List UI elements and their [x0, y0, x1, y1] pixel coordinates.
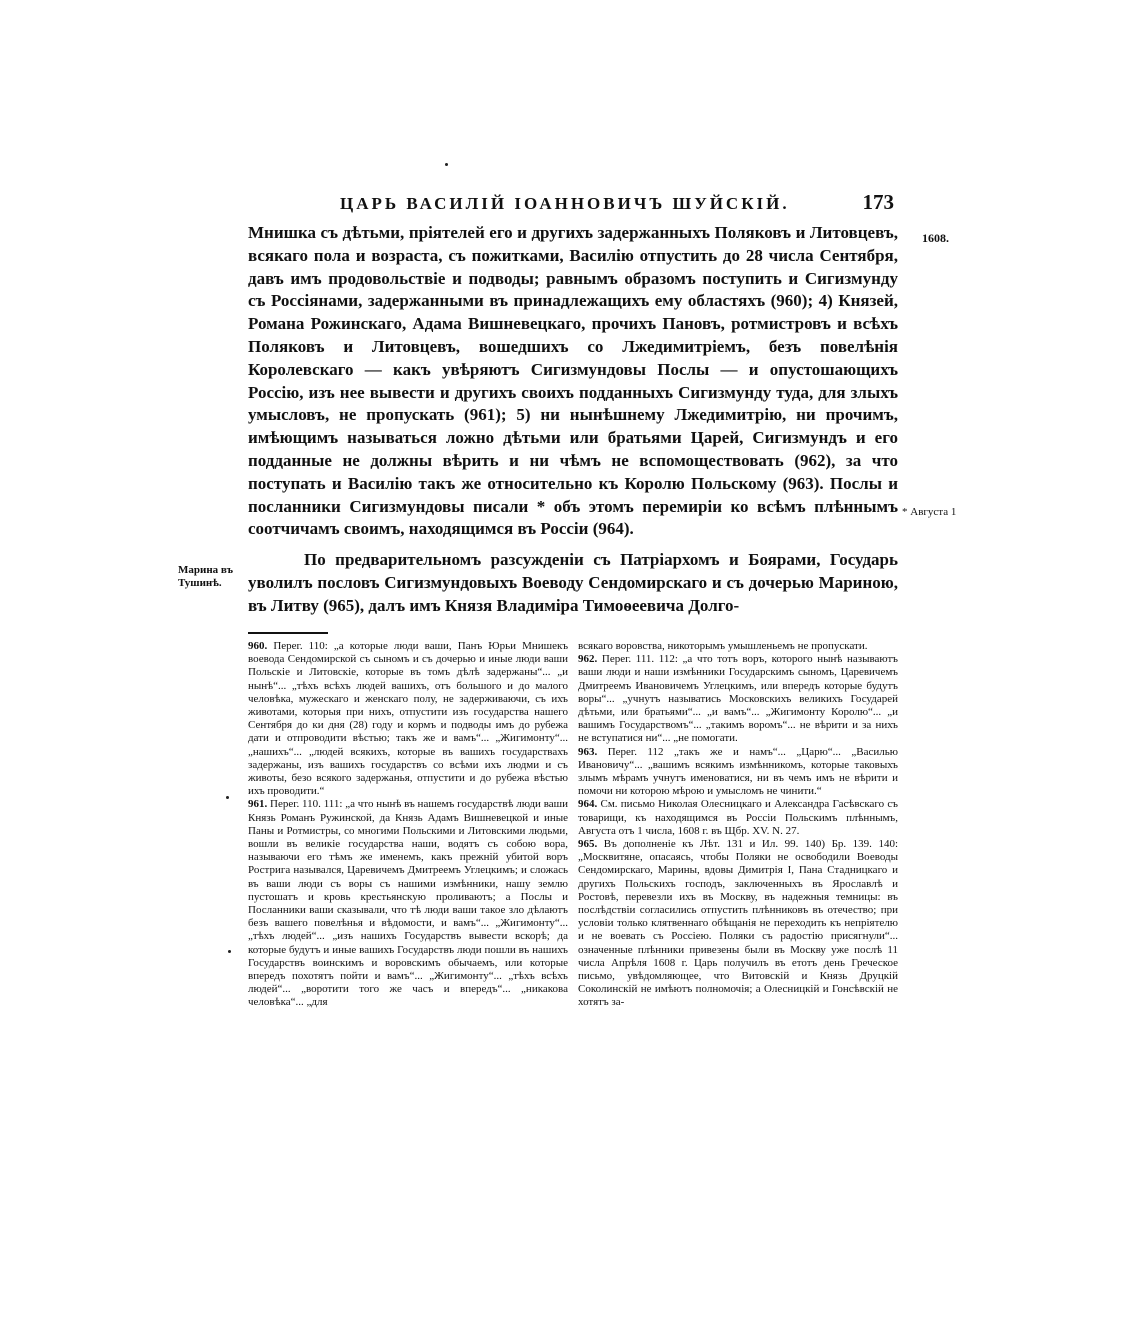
footnote-text: Перег. 111. 112: „а что тотъ воръ, которого нынѣ называютъ ваши люди и наши измѣнники Государскимъ сыномъ, Царевичемъ Дмитреемъ Ивановичемъ Углецкимъ, или впередъ которые будутъ воры“... „учнутъ называтись Московскихъ великихъ Государей дѣтьми, или братьями“... „и вамъ“... „Жигимонту Королю“... „и вашимъ Государствомъ“... „такимъ воромъ“... не вѣрити и за нихъ не вступатися ни“... „не помогати.	[578, 653, 898, 745]
margin-note-year: 1608.	[922, 231, 949, 245]
footnote-number: 963.	[578, 745, 598, 758]
footnote-960	[248, 640, 568, 798]
footnote-964	[578, 798, 898, 838]
footnote-text: всякаго воровства, никоторымъ умышленьемъ не пропускати.	[578, 640, 868, 652]
page-number: 173	[862, 190, 894, 214]
footnotes-right-column	[578, 640, 898, 1010]
scan-speck	[228, 950, 231, 953]
footnote-number: 962.	[578, 653, 598, 666]
margin-note-marina	[178, 564, 233, 590]
footnote-number: 964.	[578, 798, 598, 811]
margin-note-marina-line1: Марина въ	[178, 564, 234, 576]
main-paragraph-1: Мнишка съ дѣтьми, пріятелей его и другихъ задержанныхъ Поляковъ и Литовцевъ, всякаго пола и возраста, съ пожитками, Василію отпустить до 28 числа Сентября, давъ имъ продовольствіе и подводы; равнымъ образомъ поступить и Сигизмунду съ Россіянами, задержанными въ принадлежащихъ ему областяхъ (960); 4) Князей, Романа Рожинскаго, Адама Вишневецкаго, прочихъ Пановъ, ротмистровъ и всѣхъ Поляковъ и Литовцевъ, вошедшихъ со Лжедимитріемъ, безъ повелѣнія Королевскаго — какъ увѣряютъ Сигизмундовы Послы — и опустошающихъ Россію, изъ нее вывести и другихъ своихъ подданныхъ Сигизмунду туда, для злыхъ умысловъ, не пропускать (961); 5) ни нынѣшнему Лжедимитрію, ни прочимъ, имѣющимъ называться ложно дѣтьми или братьями Царей, Сигизмундъ и его подданные не должны вѣрить и ни чѣмъ не вспомоществовать (962), за что поступать и Василію такъ же относительно къ Королю Польскому (963). Послы и посланники Сигизмундовы писали * объ этомъ перемиріи ко всѣмъ плѣннымъ соотчичамъ своимъ, находящимся въ Россіи (964).	[248, 223, 898, 539]
footnote-text: См. письмо Николая Олесницкаго и Александра Гасѣвскаго съ товарищи, къ находящимся въ Россіи Польскимъ плѣннымъ, Августа отъ 1 числа, 1608 г. въ Щбр. XV. N. 27.	[578, 798, 898, 837]
main-text	[248, 222, 898, 618]
margin-note-marina-line2: Тушинѣ.	[178, 577, 222, 589]
footnote-number: 961.	[248, 798, 268, 811]
scan-speck	[445, 163, 448, 166]
footnote-962	[578, 653, 898, 745]
footnote-text: Перег. 110: „а которые люди ваши, Панъ Юрьи Мнишекъ воевода Сендомирской съ сыномъ и съ дочерью и иные люди ваши Польскіе и Литовскіе, которые въ томъ дѣлѣ задержаны“... „и нынѣ“... „тѣхъ всѣхъ людей вашихъ, отъ большого и до малого человѣка, мужескаго и женскаго полу, не задерживаючи, съ ихъ животами, которыя при нихъ, отпустити изъ государства нашего Сентября до ки дня (28) году и кормъ и подводы имъ до рубежа дати и отпроводити вѣстью; такъ же и вамъ“... „Жигимонту“... „нашихъ“... „людей всякихъ, которые въ вашихъ государствахъ задержаны, изъ вашихъ государствъ со всѣми ихъ людми и съ животы, безо всякого задержанья, отпустити и до рубежа вѣстью ихъ проводити.“	[248, 640, 569, 798]
main-paragraph-2: По предварительномъ разсужденіи съ Патріархомъ и Боярами, Государь уволилъ пословъ Сигизмундовыхъ Воеводу Сендомирскаго и съ дочерью Мариною, въ Литву (965), далъ имъ Князя Владиміра Тимоѳеевича Долго-	[248, 550, 898, 615]
scan-speck	[226, 796, 229, 799]
footnote-text: Перег. 110. 111: „а что нынѣ въ нашемъ государствѣ люди ваши Князь Романъ Ружинской, да Князь Адамъ Вишневецкой и иные Паны и Ротмистры, со многими Польскими и Литовскими людьми, вошли въ великіе государства наши, водятъ съ собою вора, называючи его тѣмъ же именемъ, какъ прежній убитой воръ Ростригa назывался, Царевичемъ Дмитреемъ Углецкимъ; и сложась въ ваши люди съ воры съ нашими измѣнники, нашу землю пустошатъ и кровь крестьянскую проливаютъ; а Послы и Посланники ваши сказывали, что тѣ люди ваши такое зло дѣлаютъ безъ вашего повелѣнья и вѣдомости, и вамъ“... „Жигимонту“... „тѣхъ людей“... „изъ нашихъ Государствъ вывести вскорѣ; да которые будутъ и иные вашихъ Государствъ люди пошли въ нашихъ Государствъ воинскимъ и воровскимъ обычаемъ, или которые впередъ похотятъ пойти и вамъ“... „Жигимонту“... „тѣхъ всѣхъ людей“... „воротити того же часъ и впередъ“... „никакова человѣка“... „для	[248, 798, 568, 1009]
footnote-965	[578, 838, 898, 1010]
running-head: ЦАРЬ ВАСИЛІЙ ІОАННОВИЧЪ ШУЙСКІЙ.	[340, 194, 790, 213]
footnotes-left-column	[248, 640, 568, 1010]
footnote-text: Въ дополненіе къ Лѣт. 131 и Ил. 99. 140) Бр. 139. 140: „Москвитяне, опасаясь, чтобы Поляки не освободили Воеводы Сендомирскаго, Марины, вдовы Димитрія I, Пана Стадницкаго и другихъ Польскихъ господъ, заключенныхъ въ Ярославлѣ и Ростовѣ, перевезли ихъ въ Москву, въ надежныя темницы: въ послѣдствіи согласились отпустить плѣнниковъ въ отечество; при условіи только клятвеннаго обѣщанія не переходить къ непріятелю и не воевать съ Россіею. Поляки съ радостію присягнули“... означенные плѣнники привезены были въ Москву уже послѣ 11 числа Апрѣля 1608 г. Царь получилъ въ етотъ день Греческое письмо, увѣдомляющее, что Витовскій и Князь Друцкій Соколинскій не имѣютъ полномочія; а Олесницкій и Гонсѣвскій не хотятъ за-	[578, 838, 899, 1009]
footnote-961	[248, 798, 568, 1009]
footnote-continuation	[578, 640, 898, 653]
footnote-text: Перег. 112 „такъ же и намъ“... „Царю“... „Василью Ивановичу“... „вашимъ всякимъ измѣнникомъ, которые таковыхъ злымъ мѣрамъ учнутъ именоватися, ни въ чемъ имъ не вѣрити и помочи ни которою мѣрою и умысломъ не чинити.“	[578, 745, 898, 798]
page-header	[248, 190, 898, 222]
margin-note-august: * Августа 1	[902, 506, 957, 518]
footnote-number: 960.	[248, 640, 268, 652]
footnote-963	[578, 746, 898, 799]
footnote-number: 965.	[578, 838, 598, 851]
footnote-rule	[248, 632, 328, 634]
